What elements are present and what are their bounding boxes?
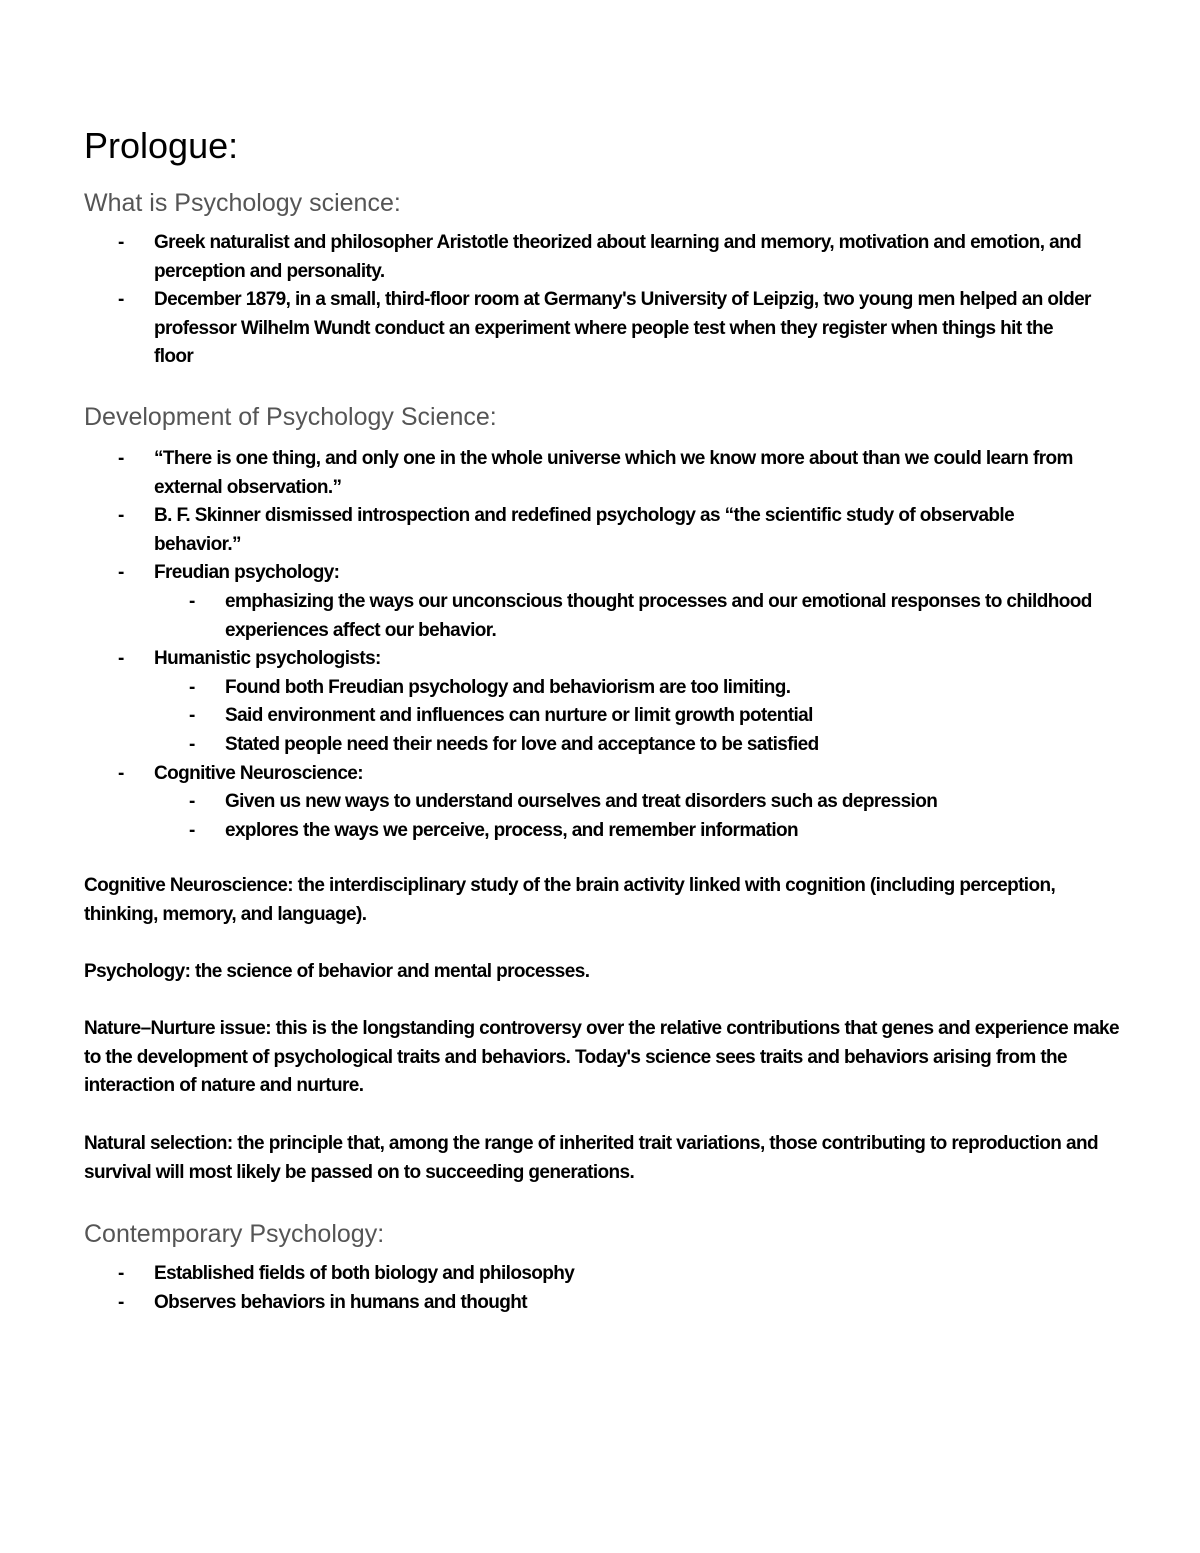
list-item-text: Given us new ways to understand ourselves and treat disorders such as depression [225,791,938,813]
list-item-text: Established fields of both biology and philosophy [154,1263,575,1284]
document-title: Prologue: [84,125,239,166]
list-item [0,645,1200,674]
bullet-dash: - [118,232,124,253]
list-item-text: emphasizing the ways our unconscious thought processes and our emotional responses to childhood experiences affect our behavior. [225,590,1092,641]
definition-cognitive-neuroscience: Cognitive Neuroscience: the interdisciplinary study of the brain activity linked with cognition (including perception, thinking, memory, and language). [84,875,1056,925]
list-subitem [0,702,1200,731]
section-heading-development: Development of Psychology Science: [84,403,497,431]
list-item [0,229,1200,286]
list-subitem [0,588,1200,645]
definition-natural-selection: Natural selection: the principle that, among the range of inherited trait variations, those contributing to reproduction and survival will most likely be passed on to succeeding generations. [84,1133,1098,1183]
list-subitem [0,674,1200,703]
bullet-dash: - [118,1291,124,1313]
bullet-dash: - [118,762,124,784]
list-item-text: Humanistic psychologists: [154,648,381,670]
definition-nature-nurture: Nature–Nurture issue: this is the longstanding controversy over the relative contributions that genes and experience make to the development of psychological traits and behaviors. Today's science sees traits and behaviors arising from the interaction of nature and nurture. [84,1018,1119,1097]
bullet-dash: - [118,448,124,469]
list-subitem [0,788,1200,817]
what-is-psychology-list [0,229,1200,372]
bullet-dash: - [189,705,195,727]
bullet-dash: - [189,590,195,612]
section-heading-contemporary: Contemporary Psychology: [84,1220,385,1248]
list-item-text: Stated people need their needs for love and acceptance to be satisfied [225,733,819,755]
list-item-text: “There is one thing, and only one in the whole universe which we know more about than we could learn from external observation.” [154,448,1073,498]
bullet-dash: - [189,676,195,698]
list-item [0,1289,1200,1318]
list-subitem [0,817,1200,846]
list-item-text: Greek naturalist and philosopher Aristotle theorized about learning and memory, motivation and emotion, and perception and personality. [154,232,1082,282]
bullet-dash: - [189,733,195,755]
section-heading-what-is-psychology: What is Psychology science: [84,189,401,217]
list-item [0,559,1200,588]
bullet-dash: - [189,819,195,841]
bullet-dash: - [118,289,124,311]
list-item-text: Found both Freudian psychology and behaviorism are too limiting. [225,676,791,698]
bullet-dash: - [118,562,124,584]
bullet-dash: - [118,648,124,670]
list-item [0,1260,1200,1289]
list-item-text: B. F. Skinner dismissed introspection and redefined psychology as “the scientific study of observable behavior.” [154,505,1015,555]
bullet-dash: - [118,505,124,527]
list-subitem [0,731,1200,760]
definition-psychology: Psychology: the science of behavior and mental processes. [84,961,590,982]
list-item [0,502,1200,559]
list-item-text: Said environment and influences can nurture or limit growth potential [225,705,813,727]
list-item-text: Freudian psychology: [154,562,340,584]
list-item-text: December 1879, in a small, third-floor room at Germany's University of Leipzig, two young men helped an older professor Wilhelm Wundt conduct an experiment where people test when they register when things hit the floor [154,289,1091,368]
list-item-text: Observes behaviors in humans and thought [154,1291,527,1313]
bullet-dash: - [118,1263,124,1284]
list-item [0,286,1200,372]
list-item-text: explores the ways we perceive, process, and remember information [225,819,799,841]
list-item-text: Cognitive Neuroscience: [154,762,363,784]
development-list [0,445,1200,845]
list-item [0,445,1200,502]
list-item [0,760,1200,789]
bullet-dash: - [189,791,195,813]
contemporary-list [0,1260,1200,1317]
